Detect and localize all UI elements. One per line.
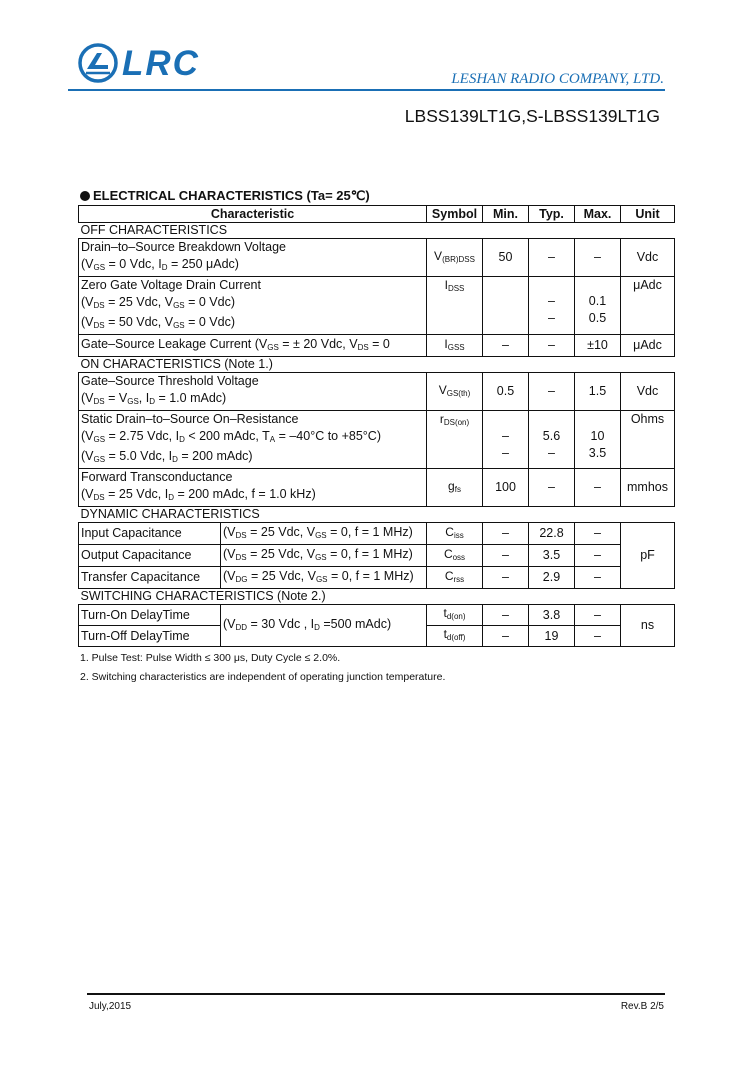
section-title <box>80 188 370 204</box>
header-max: Max. <box>575 206 621 223</box>
igss-typ: – <box>529 335 575 357</box>
section-row-off <box>79 223 675 239</box>
section-off-title: OFF CHARACTERISTICS <box>79 223 675 239</box>
rds-cell: Static Drain–to–Source On–Resistance ($V_{GS} = 2.75$ Vdc, $I_D < 200$ mAdc, $T_A = -40^\circ C$ to +85°C) ($V_{GS} = 5.0$ Vdc, $I_D = 200$ mAdc) <box>79 411 427 469</box>
idss-max <box>575 277 621 335</box>
coss-symbol: $C_{oss}$ <box>427 545 483 567</box>
ton-name: Turn-On DelayTime <box>79 605 221 626</box>
rds-max-2: 3.5 <box>588 445 607 460</box>
idss-cell: Zero Gate Voltage Drain Current ($V_{DS} = 25$ Vdc, $V_{GS} = 0$ Vdc) ($V_{DS} = 50$ Vdc, $V_{GS} = 0$ Vdc) <box>79 277 427 335</box>
coss-typ: 3.5 <box>529 545 575 567</box>
bvdss-cell: Drain–to–Source Breakdown Voltage ($V_{GS} = 0$ Vdc, $I_D = 250$ μAdc) <box>79 239 427 277</box>
header-min: Min. <box>483 206 529 223</box>
coss-max: – <box>575 545 621 567</box>
toff-typ: 19 <box>529 626 575 647</box>
vgsth-symbol: $V_{GS(th)}$ <box>427 373 483 411</box>
part-number-title: LBSS139LT1G,S-LBSS139LT1G <box>404 106 660 126</box>
igss-symbol: $I_{GSS}$ <box>427 335 483 357</box>
capacitance-unit: pF <box>621 523 675 589</box>
idss-max-2: 0.5 <box>588 310 607 325</box>
ton-symbol: $t_{d(on)}$ <box>427 605 483 626</box>
bvdss-symbol: $V_{(BR)DSS}$ <box>427 239 483 277</box>
table-row <box>79 373 675 411</box>
header-divider <box>68 89 665 91</box>
table-row <box>79 523 675 545</box>
idss-symbol: $I_{DSS}$ <box>427 277 483 335</box>
header-unit: Unit <box>621 206 675 223</box>
ciss-symbol: $C_{iss}$ <box>427 523 483 545</box>
rds-symbol: $r_{DS(on)}$ <box>427 411 483 469</box>
idss-typ-1: – <box>548 293 555 308</box>
ciss-max: – <box>575 523 621 545</box>
igss-min: – <box>483 335 529 357</box>
section-row-dynamic <box>79 507 675 523</box>
footer-revision: Rev.B 2/5 <box>620 1001 664 1012</box>
rds-min-1: – <box>502 428 509 443</box>
crss-min: – <box>483 567 529 589</box>
rds-unit: Ohms <box>621 411 675 469</box>
gfs-name: Forward Transconductance <box>81 470 233 484</box>
header-symbol: Symbol <box>427 206 483 223</box>
rds-min-2: – <box>502 445 509 460</box>
crss-max: – <box>575 567 621 589</box>
section-switching-title: SWITCHING CHARACTERISTICS (Note 2.) <box>79 589 675 605</box>
section-on-title: ON CHARACTERISTICS (Note 1.) <box>79 357 675 373</box>
coss-min: – <box>483 545 529 567</box>
crss-symbol: $C_{rss}$ <box>427 567 483 589</box>
rds-max <box>575 411 621 469</box>
idss-typ <box>529 277 575 335</box>
rds-typ-2: – <box>548 445 555 460</box>
rds-min <box>483 411 529 469</box>
bullet-icon <box>80 191 90 201</box>
toff-min: – <box>483 626 529 647</box>
table-row <box>79 277 675 335</box>
idss-unit: μAdc <box>621 277 675 335</box>
header-characteristic: Characteristic <box>79 206 427 223</box>
gfs-cell: Forward Transconductance ($V_{DS} = 25$ Vdc, $I_D = 200$ mAdc, f = 1.0 kHz) <box>79 469 427 507</box>
vgsth-max: 1.5 <box>575 373 621 411</box>
lrc-logo-icon <box>78 43 118 83</box>
table-row <box>79 545 675 567</box>
table-header-row <box>79 206 675 223</box>
header-typ: Typ. <box>529 206 575 223</box>
idss-max-1: 0.1 <box>588 293 607 308</box>
bvdss-name: Drain–to–Source Breakdown Voltage <box>81 240 286 254</box>
rds-typ-1: 5.6 <box>542 428 561 443</box>
coss-name: Output Capacitance <box>79 545 221 567</box>
bvdss-max: – <box>575 239 621 277</box>
gfs-unit: mmhos <box>621 469 675 507</box>
vgsth-min: 0.5 <box>483 373 529 411</box>
switching-condition: ($V_{DD} = 30$ Vdc , $I_D =500$ mAdc) <box>221 605 427 647</box>
section-title-text: ELECTRICAL CHARACTERISTICS (Ta= 25℃) <box>93 188 370 203</box>
crss-name: Transfer Capacitance <box>79 567 221 589</box>
table-row <box>79 335 675 357</box>
gfs-max: – <box>575 469 621 507</box>
rds-typ <box>529 411 575 469</box>
coss-condition: ($V_{DS} = 25$ Vdc, $V_{GS} = 0$, f = 1 MHz) <box>221 545 427 567</box>
table-row <box>79 567 675 589</box>
vgsth-name: Gate–Source Threshold Voltage <box>81 374 259 388</box>
ton-max: – <box>575 605 621 626</box>
ciss-condition: ($V_{DS} = 25$ Vdc, $V_{GS} = 0$, f = 1 MHz) <box>221 523 427 545</box>
vgsth-typ: – <box>529 373 575 411</box>
note-1: 1. Pulse Test: Pulse Width ≤ 300 μs, Duty Cycle ≤ 2.0%. <box>80 652 341 664</box>
crss-condition: ($V_{DG} = 25$ Vdc, $V_{GS} = 0$, f = 1 MHz) <box>221 567 427 589</box>
ciss-typ: 22.8 <box>529 523 575 545</box>
toff-max: – <box>575 626 621 647</box>
toff-symbol: $t_{d(off)}$ <box>427 626 483 647</box>
table-row <box>79 239 675 277</box>
rds-name: Static Drain–to–Source On–Resistance <box>81 412 299 426</box>
idss-typ-2: – <box>548 310 555 325</box>
switching-unit: ns <box>621 605 675 647</box>
idss-name: Zero Gate Voltage Drain Current <box>81 278 261 292</box>
ciss-min: – <box>483 523 529 545</box>
notes <box>80 649 445 687</box>
rds-max-1: 10 <box>590 428 605 443</box>
crss-typ: 2.9 <box>529 567 575 589</box>
vgsth-unit: Vdc <box>621 373 675 411</box>
bvdss-typ: – <box>529 239 575 277</box>
ton-typ: 3.8 <box>529 605 575 626</box>
section-row-on <box>79 357 675 373</box>
ciss-name: Input Capacitance <box>79 523 221 545</box>
electrical-characteristics-table <box>78 205 675 647</box>
ton-min: – <box>483 605 529 626</box>
footer-date: July,2015 <box>89 1001 132 1012</box>
gfs-min: 100 <box>483 469 529 507</box>
section-row-switching <box>79 589 675 605</box>
footer-divider <box>87 993 665 995</box>
table-row <box>79 411 675 469</box>
igss-max: ±10 <box>575 335 621 357</box>
section-dynamic-title: DYNAMIC CHARACTERISTICS <box>79 507 675 523</box>
gfs-symbol: $g_{fs}$ <box>427 469 483 507</box>
bvdss-min: 50 <box>483 239 529 277</box>
toff-name: Turn-Off DelayTime <box>79 626 221 647</box>
idss-min <box>483 277 529 335</box>
igss-unit: μAdc <box>621 335 675 357</box>
note-2: 2. Switching characteristics are independent of operating junction temperature. <box>80 671 446 683</box>
logo-text: LRC <box>122 44 200 83</box>
company-name: LESHAN RADIO COMPANY, LTD. <box>451 71 664 87</box>
igss-cell: Gate–Source Leakage Current ($V_{GS}$ = ± 20 Vdc, $V_{DS} = 0$ <box>79 335 427 357</box>
bvdss-unit: Vdc <box>621 239 675 277</box>
vgsth-cell: Gate–Source Threshold Voltage ($V_{DS} = V_{GS}$, $I_D = 1.0$ mAdc) <box>79 373 427 411</box>
gfs-typ: – <box>529 469 575 507</box>
table-row <box>79 469 675 507</box>
table-row <box>79 605 675 626</box>
